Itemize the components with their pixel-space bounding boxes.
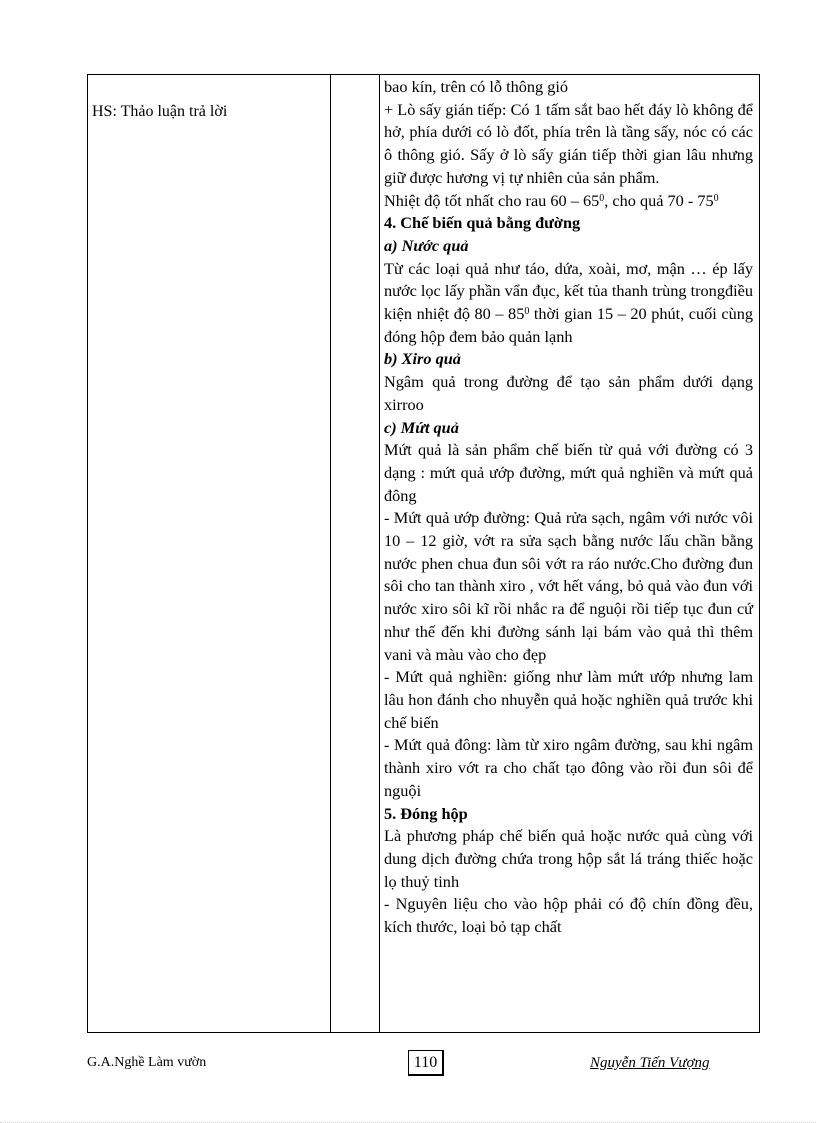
subsection-heading: b) Xiro quả	[384, 349, 461, 369]
content-body	[380, 75, 759, 1032]
empty-cell	[331, 75, 380, 1033]
footer-course-title: G.A.Nghề Làm vườn	[87, 1055, 207, 1070]
page-number: 110	[408, 1050, 444, 1076]
section-heading: 4. Chế biến quả bằng đường	[384, 213, 581, 233]
footer-author: Nguyễn Tiến Vượng	[590, 1055, 710, 1071]
paragraph: - Mứt quả đông: làm từ xiro ngâm đường, sau khi ngâm thành xiro vớt ra cho chất tạo đông vào rồi đun sôi để nguội	[384, 735, 753, 800]
paragraph: bao kín, trên có lỗ thông gió	[384, 77, 569, 96]
paragraph: Là phương pháp chế biến quả hoặc nước quả cùng với dung dịch đường chứa trong hộp sắt lá tráng thiếc hoặc lọ thuỷ tinh	[384, 826, 753, 891]
content-cell	[380, 75, 760, 1033]
activity-text: HS: Thảo luận trả lời	[92, 103, 228, 120]
activity-cell	[88, 75, 331, 1033]
paragraph: Mứt quả là sản phẩm chế biến từ quả với đường có 3 dạng : mứt quả ướp đường, mứt quả nghiền và mứt quả đông	[384, 440, 753, 505]
table-row	[88, 75, 760, 1033]
paragraph: Từ các loại quả như táo, dứa, xoài, mơ, mận … ép lấy nước lọc lấy phần vẩn đục, kết tủa thanh trùng trongđiều kiện nhiệt độ $80 - 85^0$ thời gian 15 – 20 phút, cuối cùng đóng hộp đem bảo quản lạnh	[384, 258, 753, 346]
paragraph: - Nguyên liệu cho vào hộp phải có độ chín đồng đều, kích thước, loại bỏ tạp chất	[384, 894, 753, 937]
lesson-table	[87, 74, 760, 1033]
subsection-heading: a) Nước quả	[384, 235, 469, 255]
paragraph: - Mứt quả ướp đường: Quả rửa sạch, ngâm với nước vôi 10 – 12 giờ, vớt ra sửa sạch bằng nước lấu chần bằng nước phen chua đun sôi vớt ra ráo nước.Cho đường đun sôi cho tan thành xiro , vớt hết váng, bỏ quả vào đun với nước xiro sôi kĩ rồi nhắc ra để nguội rồi tiếp tục đun cứ như thế đến khi đường sánh lại bám vào quả thì thêm vani và màu vào cho đẹp	[384, 508, 753, 664]
paragraph: + Lò sấy gián tiếp: Có 1 tấm sắt bao hết đáy lò không để hở, phía dưới có lò đốt, phía trên là tầng sấy, nóc có các ô thông gió. Sấy ở lò sấy gián tiếp thời gian lâu nhưng giữ được hương vị tự nhiên của sản phẩm.	[384, 99, 753, 187]
paragraph: Ngâm quả trong đường để tạo sản phẩm dưới dạng xirroo	[384, 372, 753, 414]
paragraph: - Mứt quả nghiền: giống như làm mứt ướp nhưng lam lâu hon đánh cho nhuyễn quả hoặc nghiền quả trước khi chế biến	[384, 667, 753, 732]
subsection-heading: c) Mứt quả	[384, 417, 459, 437]
paragraph: Nhiệt độ tốt nhất cho rau $60 - 65^0$, cho quả $70 - 75^0$	[384, 190, 719, 210]
section-heading: 5. Đóng hộp	[384, 803, 468, 823]
